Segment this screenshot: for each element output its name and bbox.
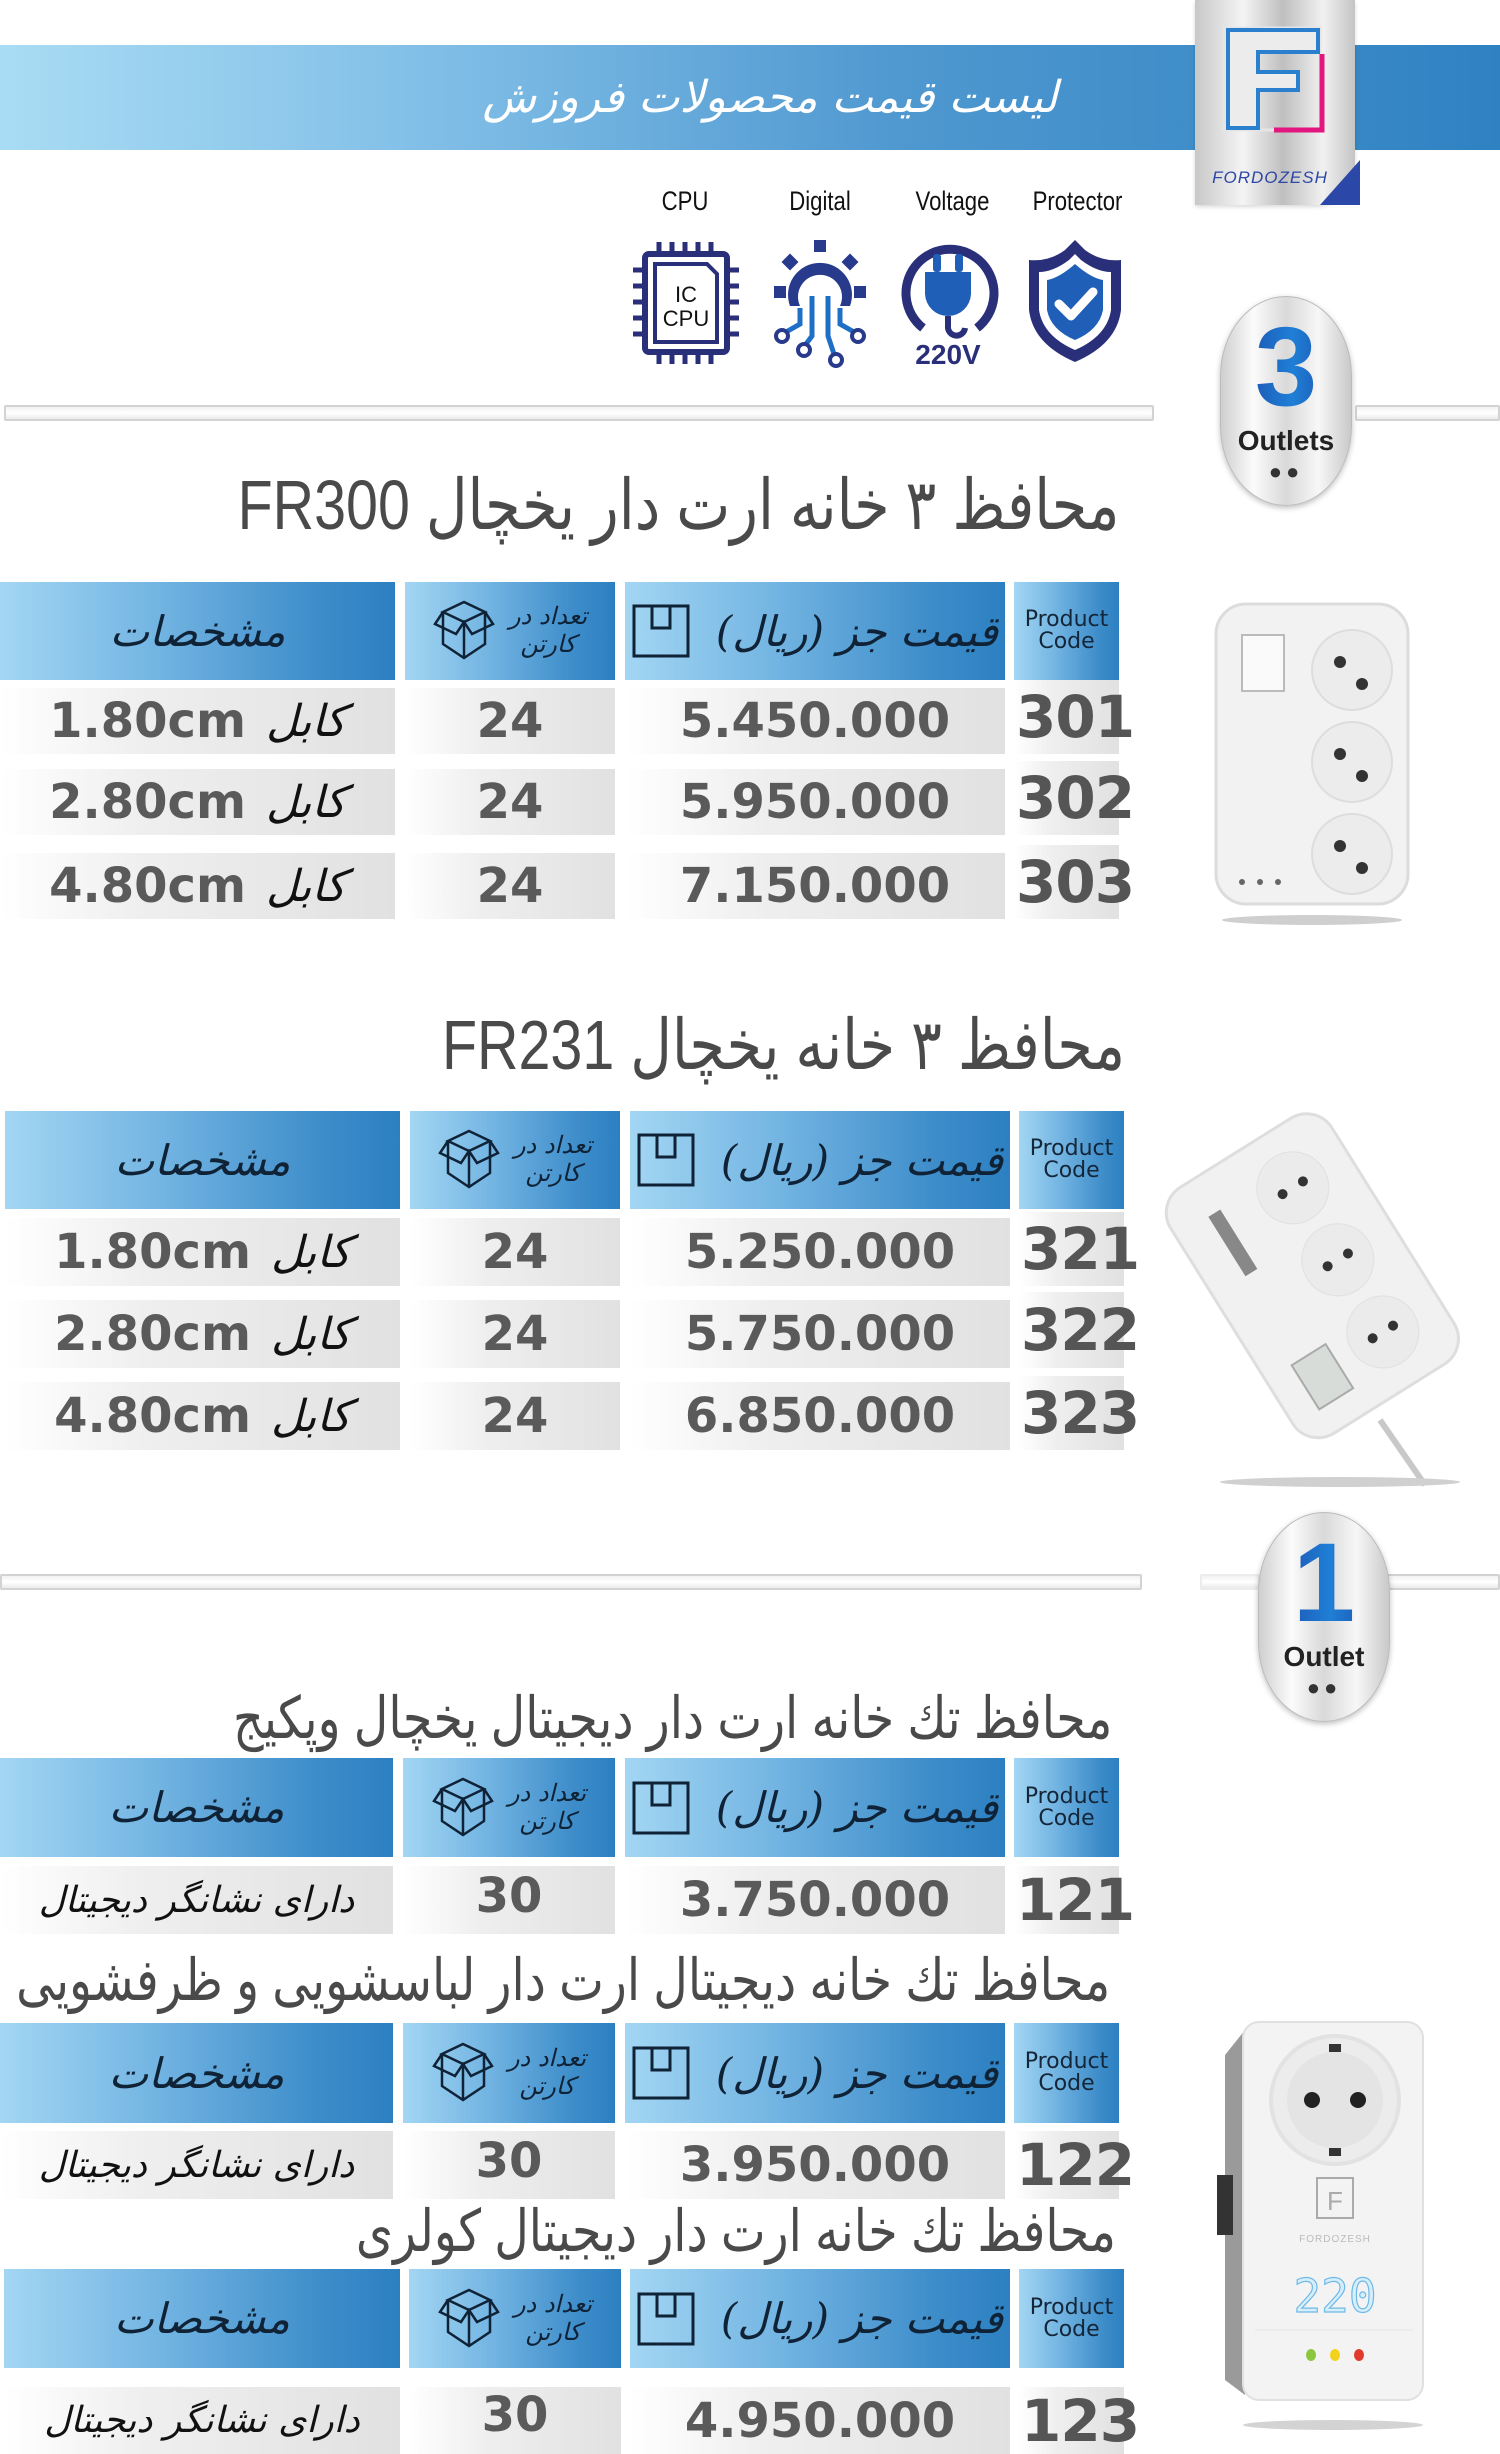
table-cell-qty: 24: [405, 853, 615, 919]
table-cell-spec: 4.80cm کابل: [0, 853, 395, 919]
feature-label-cpu: CPU: [661, 186, 709, 216]
section-divider: [1385, 1574, 1500, 1590]
product-image-fr300: [1212, 600, 1412, 930]
table-cell-qty: 24: [410, 1300, 620, 1368]
feature-label-protector: Protector: [1032, 186, 1123, 216]
table-cell-code: 122: [1016, 2131, 1135, 2199]
table-cell-code: 322: [1019, 1292, 1124, 1368]
package-icon: [637, 2292, 695, 2346]
digital-gear-circuit-icon: [770, 236, 870, 370]
product-title: محافظ تك خانه ارت دار دیجیتال یخچال وپکیج: [232, 1686, 1112, 1751]
package-icon: [637, 1133, 695, 1187]
logo-f-icon: [1218, 22, 1333, 142]
table-cell-price: 3.950.000: [625, 2131, 1005, 2199]
section-divider: [1355, 405, 1500, 421]
product-title: محافظ ۳ خانه یخچال FR231: [441, 1006, 1125, 1084]
box-icon: [432, 1777, 494, 1839]
feature-label-voltage: Voltage: [915, 186, 990, 216]
svg-text:CPU: CPU: [662, 306, 710, 331]
table-cell-code: 123: [1021, 2386, 1140, 2454]
column-header-code: Product Code: [1014, 2023, 1119, 2123]
table-cell-spec: 1.80cm کابل: [0, 688, 395, 754]
column-header-qty: تعداد در کارتن: [409, 2269, 621, 2368]
table-cell-code: 303: [1014, 845, 1119, 919]
outlets-badge: [1220, 296, 1352, 506]
table-cell-spec: دارای نشانگر دیجیتال: [0, 1866, 393, 1934]
feature-label-digital: Digital: [789, 186, 851, 216]
column-header-qty: تعداد در کارتن: [403, 1758, 615, 1857]
column-header-price: قیمت جز (ریال): [625, 1758, 1005, 1857]
outlet-badge: [1258, 1512, 1390, 1722]
package-icon: [632, 2046, 690, 2100]
column-header-code: Product Code: [1014, 582, 1119, 680]
box-icon: [438, 2288, 500, 2350]
box-icon: [432, 2042, 494, 2104]
svg-text:220: 220: [1293, 2269, 1377, 2323]
table-cell-qty: 30: [409, 2387, 621, 2454]
box-icon: [433, 600, 495, 662]
table-cell-price: 7.150.000: [625, 853, 1005, 919]
plug-voltage-icon: [893, 236, 1003, 370]
table-cell-qty: 30: [403, 1866, 615, 1934]
column-header-qty: تعداد در کارتن: [405, 582, 615, 680]
table-cell-spec: دارای نشانگر دیجیتال: [4, 2387, 400, 2454]
table-cell-price: 5.250.000: [630, 1218, 1010, 1286]
section-divider: [1200, 1574, 1260, 1590]
package-icon: [632, 1781, 690, 1835]
column-header-price: قیمت جز (ریال): [625, 2023, 1005, 2123]
section-divider: [4, 405, 1154, 421]
column-header-specs: مشخصات: [0, 1758, 393, 1857]
column-header-qty: تعداد در کارتن: [410, 1111, 620, 1209]
table-cell-code: 301: [1014, 680, 1119, 754]
badge-dots: ●●: [1268, 459, 1304, 484]
column-header-specs: مشخصات: [0, 582, 395, 680]
column-header-price: قیمت جز (ریال): [625, 582, 1005, 680]
table-cell-price: 6.850.000: [630, 1382, 1010, 1450]
table-cell-code: 302: [1014, 761, 1119, 835]
svg-text:FORDOZESH: FORDOZESH: [1299, 2234, 1371, 2245]
outlet-count: 1: [1259, 1527, 1389, 1639]
logo-brand-text: FORDOZESH: [1212, 168, 1328, 187]
table-cell-spec: 4.80cm کابل: [5, 1382, 400, 1450]
column-header-price: قیمت جز (ریال): [630, 2269, 1010, 2368]
product-image-single-outlet: [1205, 2000, 1435, 2440]
section-divider: [0, 1574, 1142, 1590]
outlet-label: Outlets: [1237, 425, 1335, 456]
cpu-chip-icon: [625, 236, 747, 370]
product-title: محافظ تك خانه ارت دار دیجیتال کولری: [355, 2199, 1116, 2264]
column-header-code: Product Code: [1019, 1111, 1124, 1209]
page-title: لیست قیمت محصولات فروزش: [482, 72, 1058, 123]
product-image-fr231: [1150, 1090, 1480, 1490]
table-cell-price: 5.750.000: [630, 1300, 1010, 1368]
table-cell-code: 121: [1016, 1866, 1135, 1934]
table-cell-spec: 1.80cm کابل: [5, 1218, 400, 1286]
box-icon: [438, 1129, 500, 1191]
product-title: محافظ ۳ خانه ارت دار یخچال FR300: [238, 466, 1120, 544]
table-cell-code: 323: [1019, 1376, 1124, 1450]
column-header-specs: مشخصات: [4, 2269, 400, 2368]
product-title: محافظ تك خانه دیجیتال ارت دار لباسشویی و ظرفشویی: [15, 1948, 1110, 2013]
table-cell-spec: 2.80cm کابل: [5, 1300, 400, 1368]
shield-check-icon: [1025, 236, 1125, 370]
table-cell-qty: 30: [403, 2131, 615, 2199]
column-header-specs: مشخصات: [0, 2023, 393, 2123]
column-header-qty: تعداد در کارتن: [403, 2023, 615, 2123]
column-header-price: قیمت جز (ریال): [630, 1111, 1010, 1209]
svg-text:IC: IC: [675, 282, 697, 307]
badge-dots: ●●: [1306, 1675, 1342, 1700]
svg-text:220V: 220V: [915, 339, 981, 370]
table-cell-qty: 24: [410, 1382, 620, 1450]
column-header-code: Product Code: [1014, 1758, 1119, 1857]
table-cell-qty: 24: [405, 769, 615, 835]
table-cell-code: 321: [1019, 1212, 1124, 1286]
column-header-code: Product Code: [1019, 2269, 1124, 2368]
table-cell-price: 5.950.000: [625, 769, 1005, 835]
table-cell-qty: 24: [405, 688, 615, 754]
table-cell-price: 4.950.000: [630, 2387, 1010, 2454]
table-cell-spec: دارای نشانگر دیجیتال: [0, 2131, 393, 2199]
table-cell-price: 5.450.000: [625, 688, 1005, 754]
outlet-count: 3: [1221, 311, 1351, 423]
outlet-label: Outlet: [1283, 1641, 1365, 1672]
column-header-specs: مشخصات: [5, 1111, 400, 1209]
package-icon: [632, 604, 690, 658]
table-cell-qty: 24: [410, 1218, 620, 1286]
svg-text:F: F: [1327, 2186, 1343, 2216]
table-cell-price: 3.750.000: [625, 1866, 1005, 1934]
table-cell-spec: 2.80cm کابل: [0, 769, 395, 835]
